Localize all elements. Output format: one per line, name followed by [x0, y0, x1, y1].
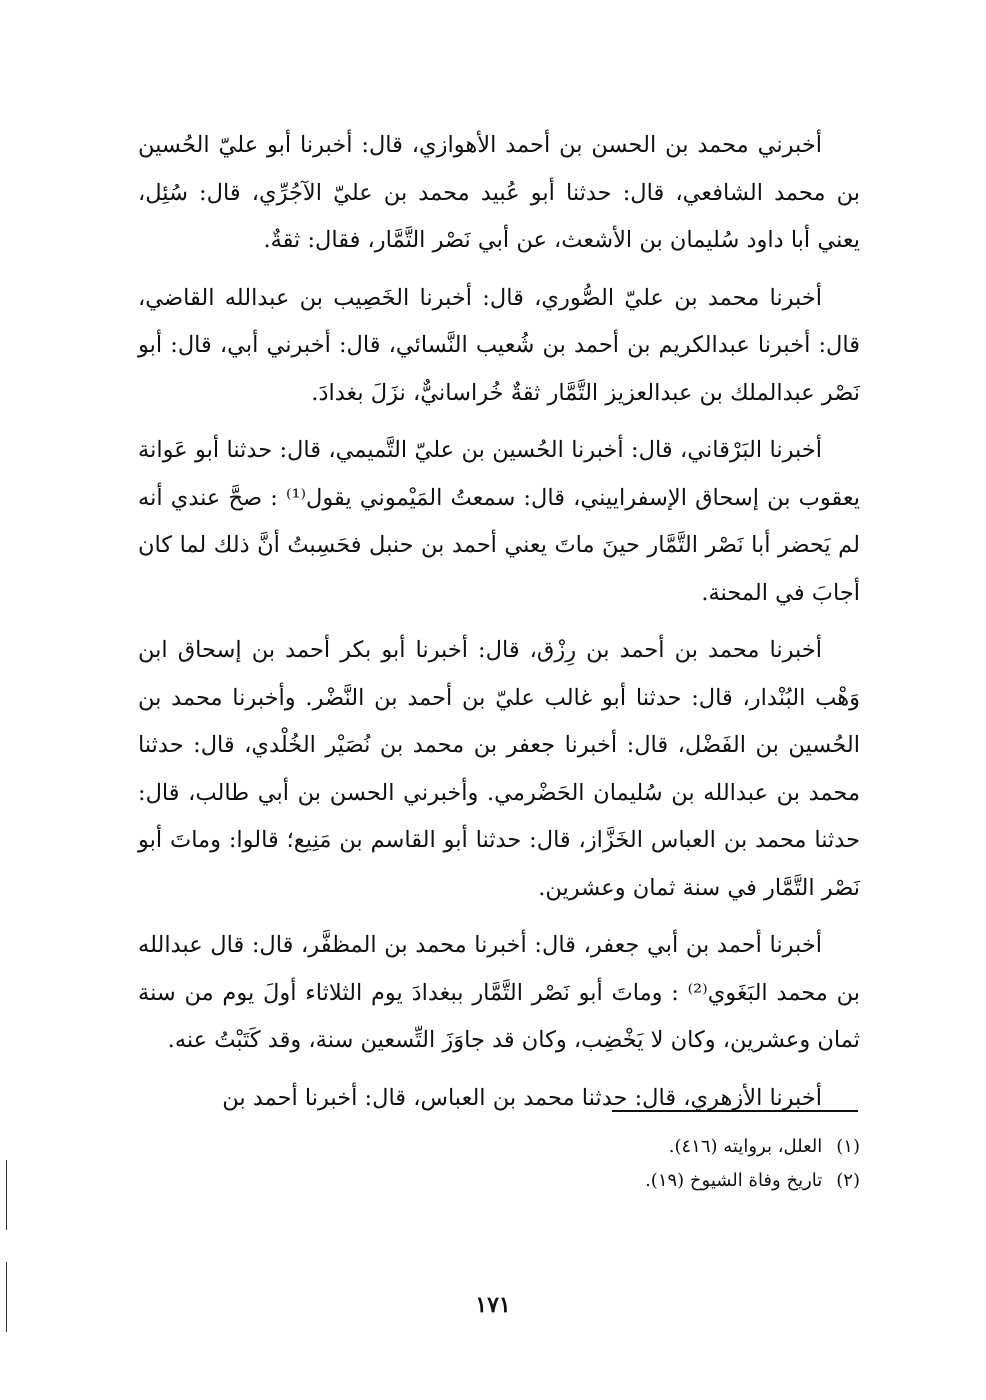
footnote-number: (١): [836, 1136, 860, 1157]
footnote-item: [460, 1130, 860, 1164]
footnote-text: تاريخ وفاة الشيوخ (١٩).: [645, 1170, 823, 1191]
paragraph: أخبرنا محمد بن أحمد بن رِزْق، قال: أخبرنا أبو بكر أحمد بن إسحاق ابن وَهْب البُنْدار، قال: حدثنا أبو غالب عليّ بن أحمد بن النَّضْر. وأخبرنا محمد بن الحُسين بن الفَضْل، قال: أخبرنا جعفر بن محمد بن نُصَيْر الخُلْدي، قال: حدثنا محمد بن عبدالله بن سُليمان الحَضْرمي. وأخبرني الحسن بن أبي طالب، قال: حدثنا محمد بن العباس الخَزَّاز، قال: حدثنا أبو القاسم بن مَنِيع؛ قالوا: وماتَ أبو نَصْر التَّمَّار في سنة ثمان وعشرين.: [138, 637, 860, 901]
footnote-item: [460, 1164, 860, 1198]
scan-edge-mark: [6, 1262, 7, 1332]
paragraph: أخبرني محمد بن الحسن بن أحمد الأهوازي، قال: أخبرنا أبو عليّ الحُسين بن محمد الشافعي، قال: حدثنا أبو عُبيد محمد بن عليّ الآجُرِّي، قال: سُئِل، يعني أبا داود سُليمان بن الأشعث، عن أبي نَصْر التَّمَّار، فقال: ثقةٌ.: [138, 132, 860, 253]
footnote-separator: [612, 1110, 858, 1112]
paragraph: أخبرنا البَرْقاني، قال: أخبرنا الحُسين بن عليّ التَّميمي، قال: حدثنا أبو عَوانة يعقوب بن إسحاق الإسفراييني، قال: سمعتُ المَيْموني يقول⁽¹⁾ : صحَّ عندي أنه لم يَحضر أبا نَصْر التَّمَّار حينَ ماتَ يعني أحمد بن حنبل فحَسِبتُ أنَّ ذلك لما كان أجابَ في المحنة.: [138, 437, 860, 606]
scan-edge-mark: [6, 1160, 7, 1230]
footnotes: [460, 1130, 860, 1198]
paragraph: أخبرنا أحمد بن أبي جعفر، قال: أخبرنا محمد بن المظفَّر، قال: قال عبدالله بن محمد البَغَوي⁽²⁾ : وماتَ أبو نَصْر التَّمَّار ببغدادَ يوم الثلاثاء أولَ يوم من سنة ثمان وعشرين، وكان لا يَخْضِب، وكان قد جاوَزَ التِّسعين سنة، وقد كَتَبْتُ عنه.: [138, 932, 860, 1053]
footnote-number: (٢): [836, 1170, 860, 1191]
page-number: ١٧١: [475, 1292, 511, 1318]
paragraph: أخبرنا الأزهري، قال: حدثنا محمد بن العباس، قال: أخبرنا أحمد بن: [222, 1084, 822, 1111]
footnote-text: العلل، بروايته (٤١٦).: [668, 1136, 823, 1157]
main-text-body: [138, 122, 860, 1122]
paragraph: أخبرنا محمد بن عليّ الصُّوري، قال: أخبرنا الخَصِيب بن عبدالله القاضي، قال: أخبرنا عبدالكريم بن أحمد بن شُعيب النَّسائي، قال: أخبرني أبي، قال: أبو نَصْر عبدالملك بن عبدالعزيز التَّمَّار ثقةٌ خُراسانيٌّ، نزَلَ بغدادَ.: [138, 284, 860, 406]
